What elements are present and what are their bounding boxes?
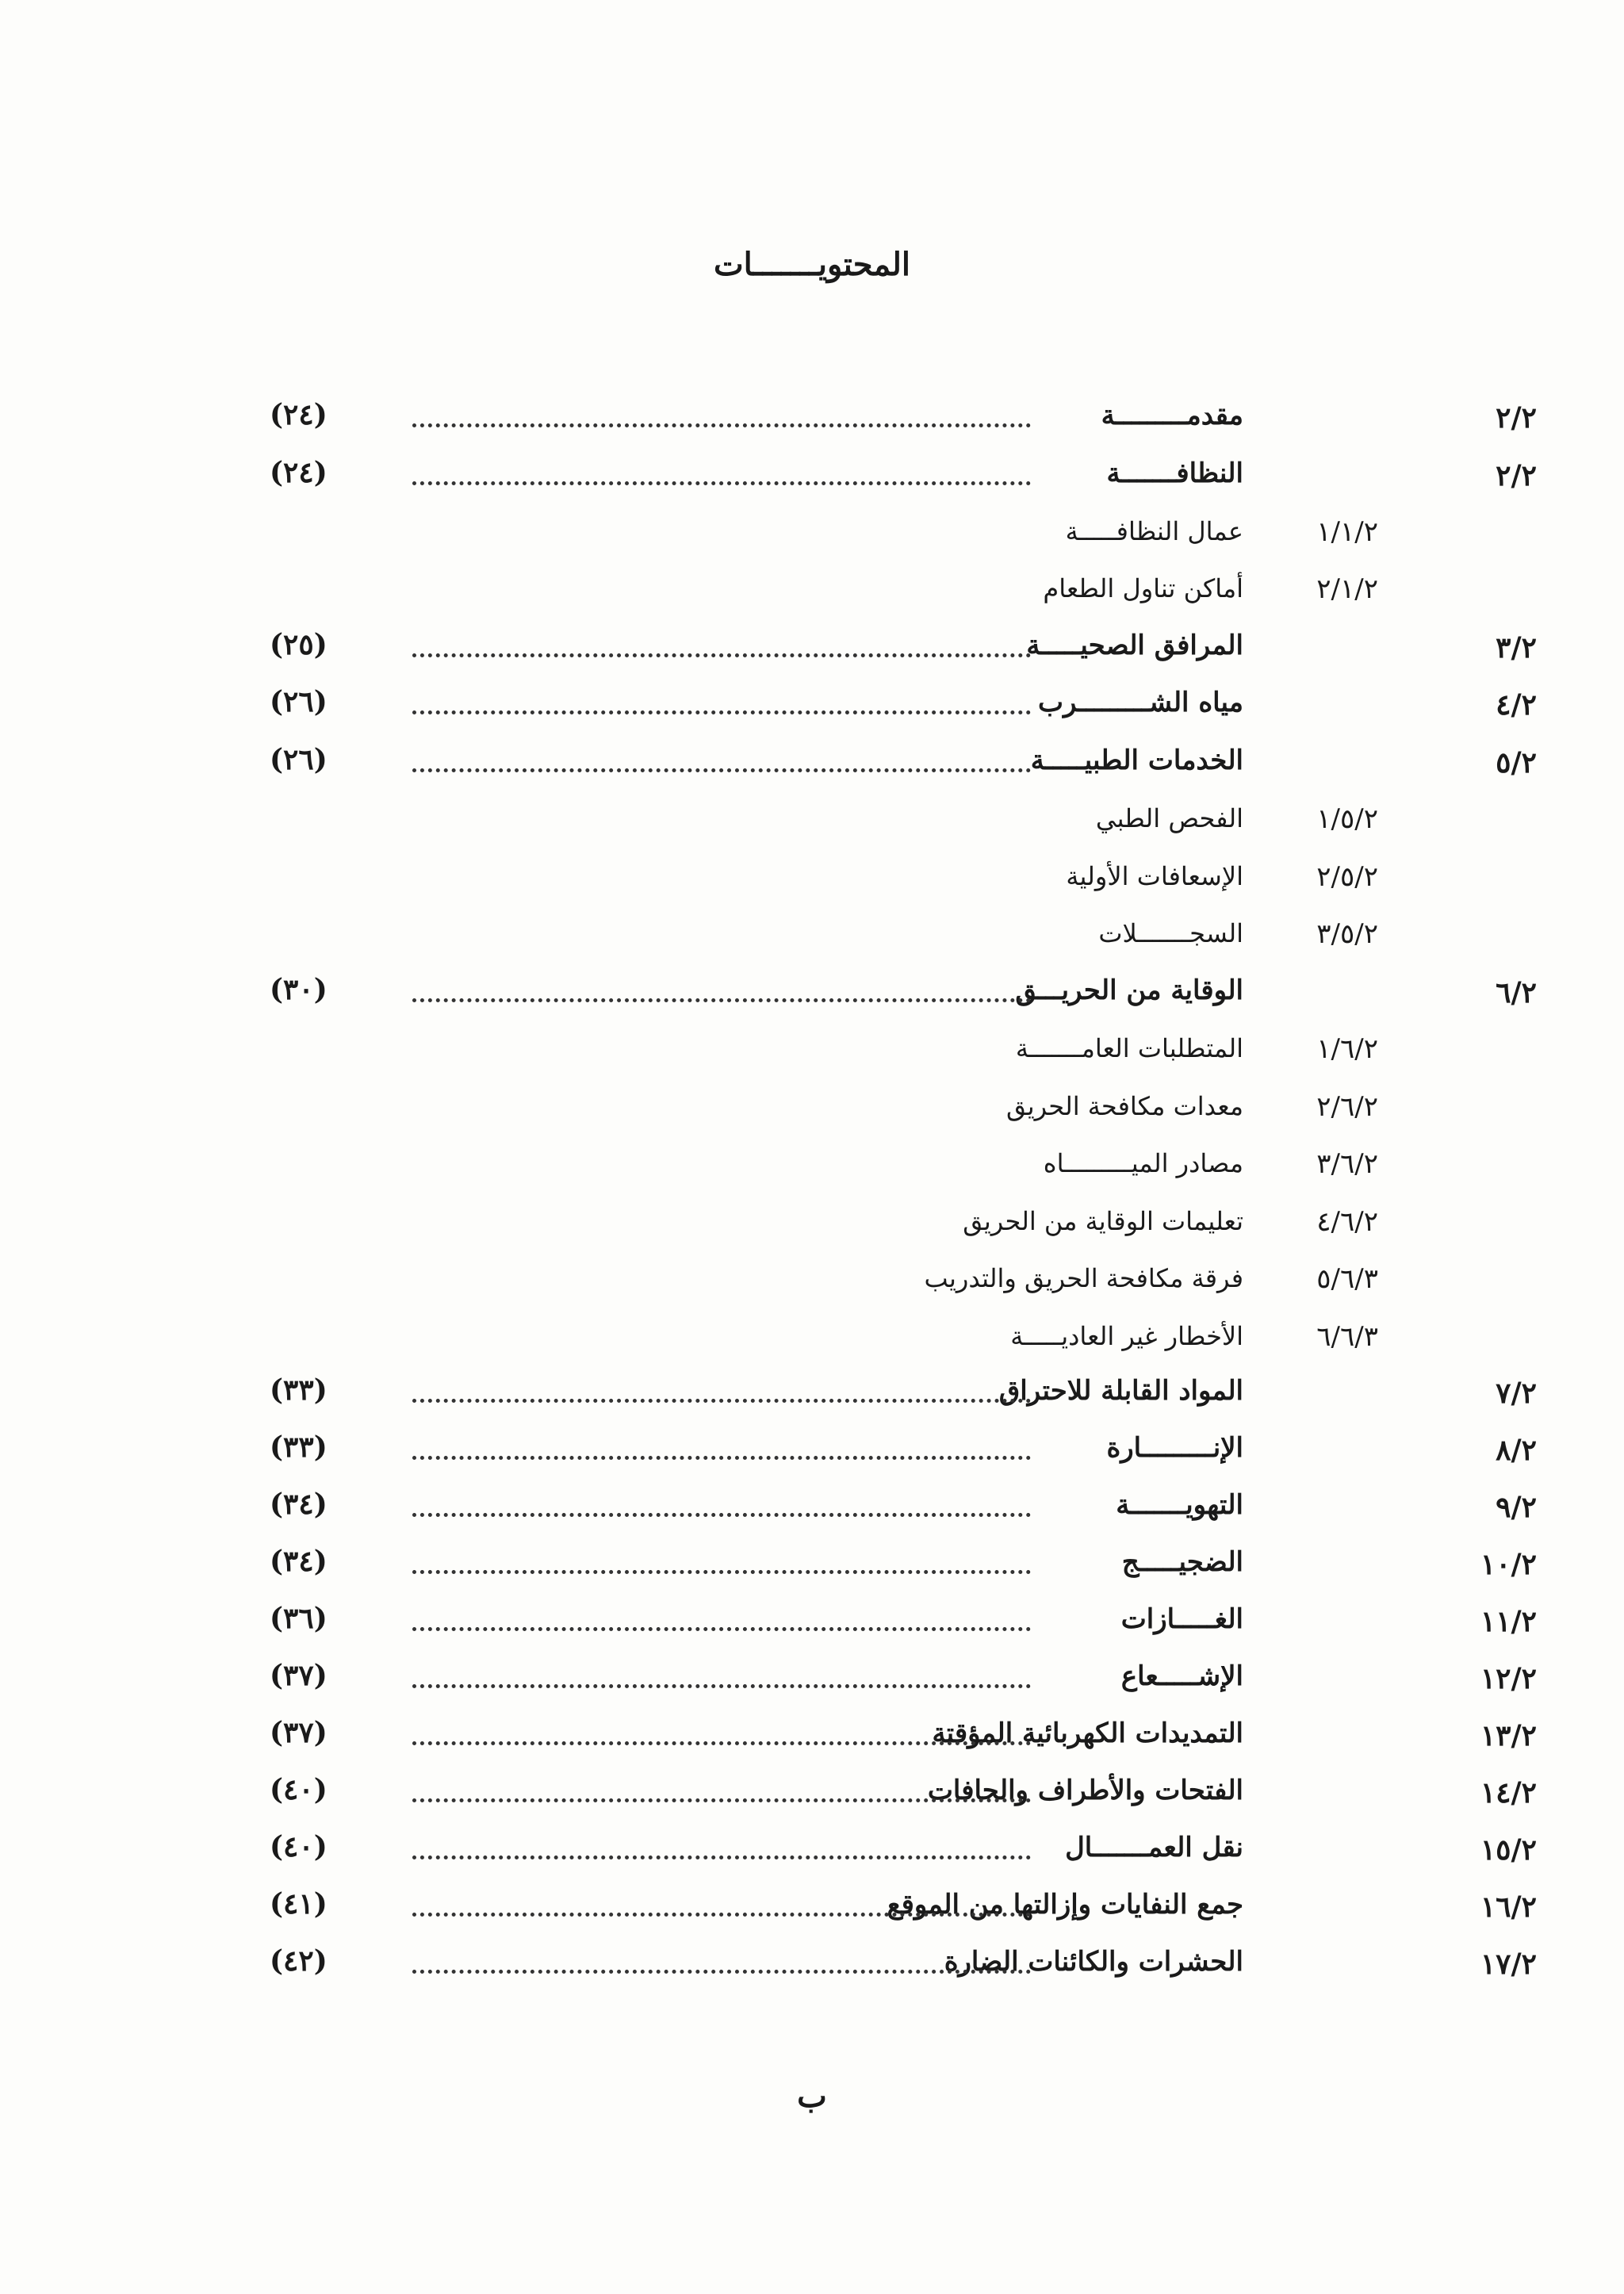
toc-entry bbox=[0, 396, 1624, 444]
section-number: ٣/٢ bbox=[1496, 631, 1537, 664]
section-number: ٧/٢ bbox=[1496, 1377, 1537, 1410]
subsection-title: عمال النظافـــــة bbox=[1065, 516, 1243, 546]
section-title: التمديدات الكهربائية المؤقتة bbox=[932, 1718, 1243, 1749]
section-title: الضجيـــــج bbox=[1121, 1546, 1243, 1578]
page-reference: (٢٦) bbox=[270, 743, 327, 776]
section-number: ١٦/٢ bbox=[1480, 1890, 1537, 1924]
dot-leader bbox=[412, 1684, 1031, 1688]
section-title: النظافـــــــة bbox=[1106, 458, 1243, 489]
dot-leader bbox=[412, 1913, 1031, 1917]
dot-leader bbox=[412, 710, 1031, 714]
subsection-number: ٣/٥/٢ bbox=[1316, 918, 1378, 950]
page-reference: (٤٢) bbox=[270, 1944, 327, 1978]
section-title: الخدمات الطبيـــــة bbox=[1030, 745, 1243, 776]
subsection-number: ٤/٦/٢ bbox=[1316, 1206, 1378, 1238]
toc-subentry bbox=[0, 569, 1624, 616]
subsection-title: الفحص الطبي bbox=[1095, 803, 1243, 833]
subsection-title: الإسعافات الأولية bbox=[1066, 861, 1243, 891]
dot-leader bbox=[412, 1627, 1031, 1631]
toc-subentry bbox=[0, 511, 1624, 559]
dot-leader bbox=[412, 1855, 1031, 1859]
toc-entry bbox=[0, 1943, 1624, 1990]
page-title: المحتويـــــــات bbox=[714, 246, 910, 283]
section-title: مقدمـــــــــة bbox=[1101, 400, 1243, 431]
page-reference: (٢٤) bbox=[270, 398, 327, 431]
subsection-number: ١/١/٢ bbox=[1316, 516, 1378, 548]
dot-leader bbox=[412, 1798, 1031, 1802]
section-title: نقل العمـــــــال bbox=[1065, 1832, 1243, 1863]
toc-subentry bbox=[0, 1201, 1624, 1249]
section-title: الوقاية من الحريـــق bbox=[1015, 975, 1243, 1006]
dot-leader bbox=[412, 768, 1031, 772]
subsection-number: ٥/٦/٣ bbox=[1316, 1263, 1378, 1295]
toc-entry bbox=[0, 1829, 1624, 1876]
section-number: ١٥/٢ bbox=[1480, 1833, 1537, 1867]
toc-subentry bbox=[0, 1086, 1624, 1134]
section-title: الحشرات والكائنات الضارة bbox=[944, 1946, 1243, 1978]
toc-entry bbox=[0, 1486, 1624, 1534]
dot-leader bbox=[412, 481, 1031, 485]
section-number: ٩/٢ bbox=[1496, 1491, 1537, 1524]
subsection-title: السجـــــــلات bbox=[1098, 918, 1243, 948]
section-number: ١١/٢ bbox=[1480, 1605, 1537, 1638]
dot-leader bbox=[412, 1456, 1031, 1460]
toc-entry bbox=[0, 971, 1624, 1019]
toc-entry bbox=[0, 1714, 1624, 1762]
section-title: الإنـــــــــارة bbox=[1106, 1432, 1243, 1464]
toc-subentry bbox=[0, 1258, 1624, 1306]
section-number: ١٤/٢ bbox=[1480, 1776, 1537, 1810]
section-title: التهويـــــــة bbox=[1116, 1489, 1243, 1521]
toc-entry bbox=[0, 1600, 1624, 1648]
toc-entry bbox=[0, 1771, 1624, 1819]
subsection-title: تعليمات الوقاية من الحريق bbox=[963, 1206, 1243, 1236]
section-title: جمع النفايات وإزالتها من الموقع bbox=[887, 1889, 1243, 1921]
subsection-title: أماكن تناول الطعام bbox=[1043, 573, 1243, 603]
toc-subentry bbox=[0, 1316, 1624, 1364]
section-title: الغـــــازات bbox=[1120, 1603, 1243, 1635]
section-title: المرافق الصحيـــــة bbox=[1026, 630, 1243, 661]
section-number: ٢/٢ bbox=[1496, 401, 1537, 435]
page-reference: (٣٤) bbox=[270, 1545, 327, 1578]
page-reference: (٣٠) bbox=[270, 973, 327, 1006]
section-number: ١٣/٢ bbox=[1480, 1719, 1537, 1752]
subsection-number: ٣/٦/٢ bbox=[1316, 1148, 1378, 1180]
page-reference: (٣٣) bbox=[270, 1430, 327, 1464]
section-number: ٦/٢ bbox=[1496, 976, 1537, 1009]
section-title: المواد القابلة للاحتراق bbox=[998, 1375, 1243, 1407]
toc-subentry bbox=[0, 1028, 1624, 1076]
section-number: ٥/٢ bbox=[1496, 746, 1537, 779]
subsection-title: فرقة مكافحة الحريق والتدريب bbox=[924, 1263, 1243, 1293]
section-number: ٨/٢ bbox=[1496, 1434, 1537, 1467]
subsection-number: ١/٦/٢ bbox=[1316, 1033, 1378, 1065]
page-reference: (٢٤) bbox=[270, 456, 327, 489]
page-reference: (٢٦) bbox=[270, 685, 327, 718]
section-number: ٤/٢ bbox=[1496, 688, 1537, 722]
toc-subentry bbox=[0, 913, 1624, 961]
page-reference: (٣٧) bbox=[270, 1716, 327, 1749]
subsection-title: المتطلبات العامـــــــة bbox=[1015, 1033, 1243, 1063]
page-reference: (٣٣) bbox=[270, 1373, 327, 1407]
page-number: ب bbox=[797, 2078, 827, 2115]
dot-leader bbox=[412, 998, 1031, 1002]
toc-entry bbox=[0, 1657, 1624, 1705]
section-number: ١٢/٢ bbox=[1480, 1662, 1537, 1695]
page-reference: (٣٤) bbox=[270, 1488, 327, 1521]
toc-subentry bbox=[0, 856, 1624, 904]
section-number: ٢/٢ bbox=[1496, 459, 1537, 492]
toc-entry bbox=[0, 1543, 1624, 1591]
subsection-title: معدات مكافحة الحريق bbox=[1006, 1091, 1243, 1121]
section-title: الفتحات والأطراف والحافات bbox=[927, 1775, 1243, 1806]
subsection-number: ٢/٥/٢ bbox=[1316, 861, 1378, 893]
dot-leader bbox=[412, 1970, 1031, 1974]
page-reference: (٢٥) bbox=[270, 628, 327, 661]
toc-entry bbox=[0, 1372, 1624, 1419]
dot-leader bbox=[412, 653, 1031, 657]
toc-entry bbox=[0, 1429, 1624, 1476]
subsection-number: ٢/١/٢ bbox=[1316, 573, 1378, 605]
subsection-title: مصادر الميـــــــــاه bbox=[1043, 1148, 1243, 1178]
dot-leader bbox=[412, 423, 1031, 427]
toc-entry bbox=[0, 454, 1624, 502]
dot-leader bbox=[412, 1741, 1031, 1745]
dot-leader bbox=[412, 1513, 1031, 1517]
section-title: مياه الشـــــــــرب bbox=[1037, 687, 1243, 718]
section-title: الإشـــــعاع bbox=[1120, 1660, 1243, 1692]
section-number: ١٠/٢ bbox=[1480, 1548, 1537, 1581]
subsection-number: ٦/٦/٣ bbox=[1316, 1321, 1378, 1353]
subsection-number: ٢/٦/٢ bbox=[1316, 1091, 1378, 1123]
toc-entry bbox=[0, 741, 1624, 789]
page-reference: (٤٠) bbox=[270, 1773, 327, 1806]
subsection-number: ١/٥/٢ bbox=[1316, 803, 1378, 835]
dot-leader bbox=[412, 1399, 1031, 1403]
toc-entry bbox=[0, 684, 1624, 731]
subsection-title: الأخطار غير العاديـــــة bbox=[1010, 1321, 1243, 1351]
page-reference: (٤٠) bbox=[270, 1830, 327, 1863]
page-reference: (٤١) bbox=[270, 1887, 327, 1921]
page-reference: (٣٦) bbox=[270, 1602, 327, 1635]
dot-leader bbox=[412, 1570, 1031, 1574]
toc-entry bbox=[0, 1886, 1624, 1933]
toc-entry bbox=[0, 626, 1624, 674]
page-reference: (٣٧) bbox=[270, 1659, 327, 1692]
section-number: ١٧/٢ bbox=[1480, 1947, 1537, 1981]
toc-subentry bbox=[0, 798, 1624, 846]
toc-subentry bbox=[0, 1143, 1624, 1191]
